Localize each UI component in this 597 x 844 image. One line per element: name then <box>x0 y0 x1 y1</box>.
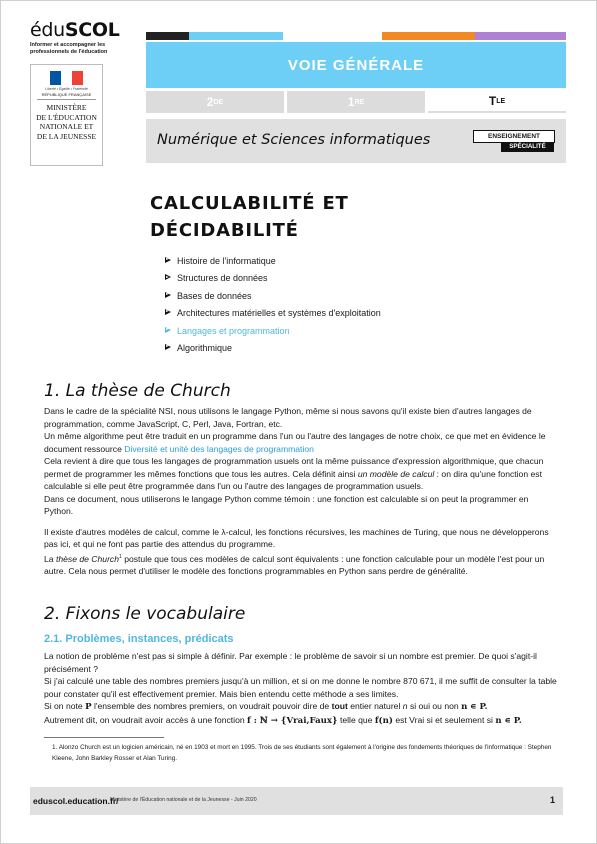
enseignement-badge: ENSEIGNEMENT <box>473 130 555 143</box>
ministry-name: MINISTÈRE DE L'ÉDUCATION NATIONALE ET DE LA JEUNESSE <box>36 103 97 141</box>
topic-item[interactable]: Bases de données <box>165 291 381 308</box>
subject-banner <box>146 119 566 163</box>
paragraph: Dans le cadre de la spécialité NSI, nous utilisons le langage Python, même si nous savons qu'il existe bien d'autres langages de programmation, comme JavaScript, C, Perl, Java, Fortran, etc. <box>44 406 532 429</box>
paragraph: La thèse de Church$^1$ postule que tous ces modèles de calcul sont équivalents : une fonction calculable pour un modèle l'est pour un autre. Cela nous permet d'utiliser le modèle des fonctions programmables en Python sans perdre de généralité. <box>44 553 545 576</box>
footer-site-link[interactable]: eduscol.education.fr/ <box>33 796 119 806</box>
paragraph: Il existe d'autres modèles de calcul, comme le λ-calcul, les fonctions récursives, les machines de Turing, que nous ne développerons pas ici, et qui ne font pas partie des attendus du programme. <box>44 526 549 549</box>
topic-item-current[interactable]: Langages et programmation <box>165 326 381 343</box>
republic-name: RÉPUBLIQUE FRANÇAISE <box>41 92 92 97</box>
triangle-bullet-icon <box>165 327 171 333</box>
topic-item[interactable]: Algorithmique <box>165 343 381 360</box>
resource-link[interactable]: Diversité et unité des langages de programmation <box>124 443 314 454</box>
specialite-badge: SPÉCIALITÉ <box>501 142 554 152</box>
strip-purple <box>475 32 566 40</box>
paragraph: Autrement dit, on voudrait avoir accès à une fonction f : ℕ → {Vrai,Faux} telle que f(n) est Vrai si et seulement si n ∊ P. <box>44 714 522 726</box>
strip-black <box>146 32 189 40</box>
footer-ministry: Ministère de l'Éducation nationale et de la Jeunesse - Juin 2020 <box>110 797 257 803</box>
triangle-bullet-icon <box>165 274 171 280</box>
voie-banner: VOIE GÉNÉRALE <box>146 42 566 88</box>
triangle-bullet-icon <box>165 257 171 263</box>
strip-white <box>283 32 382 40</box>
ministry-logo <box>30 64 103 166</box>
logo-text: éduSCOL <box>30 19 120 41</box>
subject-name: Numérique et Sciences informatiques <box>157 132 431 148</box>
subsection-heading: 2.1. Problèmes, instances, prédicats <box>44 633 234 645</box>
page-number: 1 <box>549 795 555 805</box>
republic-motto: Liberté • Égalité • Fraternité <box>45 87 88 91</box>
paragraph: Un même algorithme peut être traduit en un programme dans l'un ou l'autre des langages de notre choix, ce que met en évidence le document ressource Diversité et unité des langages de programmation <box>44 431 546 454</box>
level-tab-2de[interactable]: 2 DE <box>146 91 284 113</box>
triangle-bullet-icon <box>165 309 171 315</box>
color-strip <box>146 32 566 40</box>
paragraph: Si on note P l'ensemble des nombres premiers, on voudrait pouvoir dire de tout entier naturel n si oui ou non n ∊ P. <box>44 701 488 712</box>
level-tab-1re[interactable]: 1 RE <box>287 91 425 113</box>
level-tab-tle[interactable]: T LE <box>428 91 566 113</box>
footnote-divider <box>44 737 164 738</box>
topic-item[interactable]: Architectures matérielles et systèmes d'exploitation <box>165 308 381 325</box>
section-2-heading: 2. Fixons le vocabulaire <box>44 604 246 624</box>
section-2-body <box>44 650 559 727</box>
paragraph: Cela revient à dire que tous les langages de programmation usuels ont la même puissance d'expression algorithmique, que chacun permet de programmer les mêmes fonctions que tous les autres. Cela définit ainsi un modèle de calcul : on dira qu'une fonction est calculable si elle peut être programmée dans l'un ou l'autre des langages de programmation usuels. <box>44 456 544 491</box>
strip-blue <box>189 32 283 40</box>
strip-orange <box>382 32 475 40</box>
paragraph: Dans ce document, nous utiliserons le langage Python comme témoin : une fonction est calculable si on peut la programmer en Python. <box>44 493 529 516</box>
paragraph: Si j'ai calculé une table des nombres premiers jusqu'à un million, et si on me donne le nombre 870 671, il me suffit de consulter la table pour constater qu'il est effectivement premier. Mais bien entendu cette méthode a ses limites. <box>44 676 557 699</box>
ministry-divider <box>37 99 96 100</box>
footnote-ref[interactable]: 1 <box>119 553 122 560</box>
paragraph: La notion de problème n'est pas si simple à définir. Par exemple : le problème de savoir si un nombre est premier. De quoi s'agit-il précisément ? <box>44 651 537 674</box>
footnote: 1. Alonzo Church est un logicien américain, né en 1903 et mort en 1995. Trois de ses étudiants sont également à l'origine des fondements théoriques de l'informatique : Stephen Kleene, John Barkley Rosser et Alan Turing. <box>52 744 552 762</box>
triangle-bullet-icon <box>165 344 171 350</box>
level-tabs <box>146 91 566 113</box>
topic-list <box>165 256 381 360</box>
topic-item[interactable]: Structures de données <box>165 273 381 290</box>
topic-item[interactable]: Histoire de l'informatique <box>165 256 381 273</box>
eduscol-logo[interactable] <box>30 20 125 55</box>
triangle-bullet-icon <box>165 292 171 298</box>
logo-tagline: Informer et accompagner les professionnels de l'éducation <box>30 42 108 55</box>
section-1-heading: 1. La thèse de Church <box>44 381 231 401</box>
section-1-body <box>44 405 559 577</box>
page-footer <box>30 787 563 815</box>
document-title: CALCULABILITÉ ET DÉCIDABILITÉ <box>150 193 349 241</box>
marianne-flag-icon <box>50 71 83 85</box>
